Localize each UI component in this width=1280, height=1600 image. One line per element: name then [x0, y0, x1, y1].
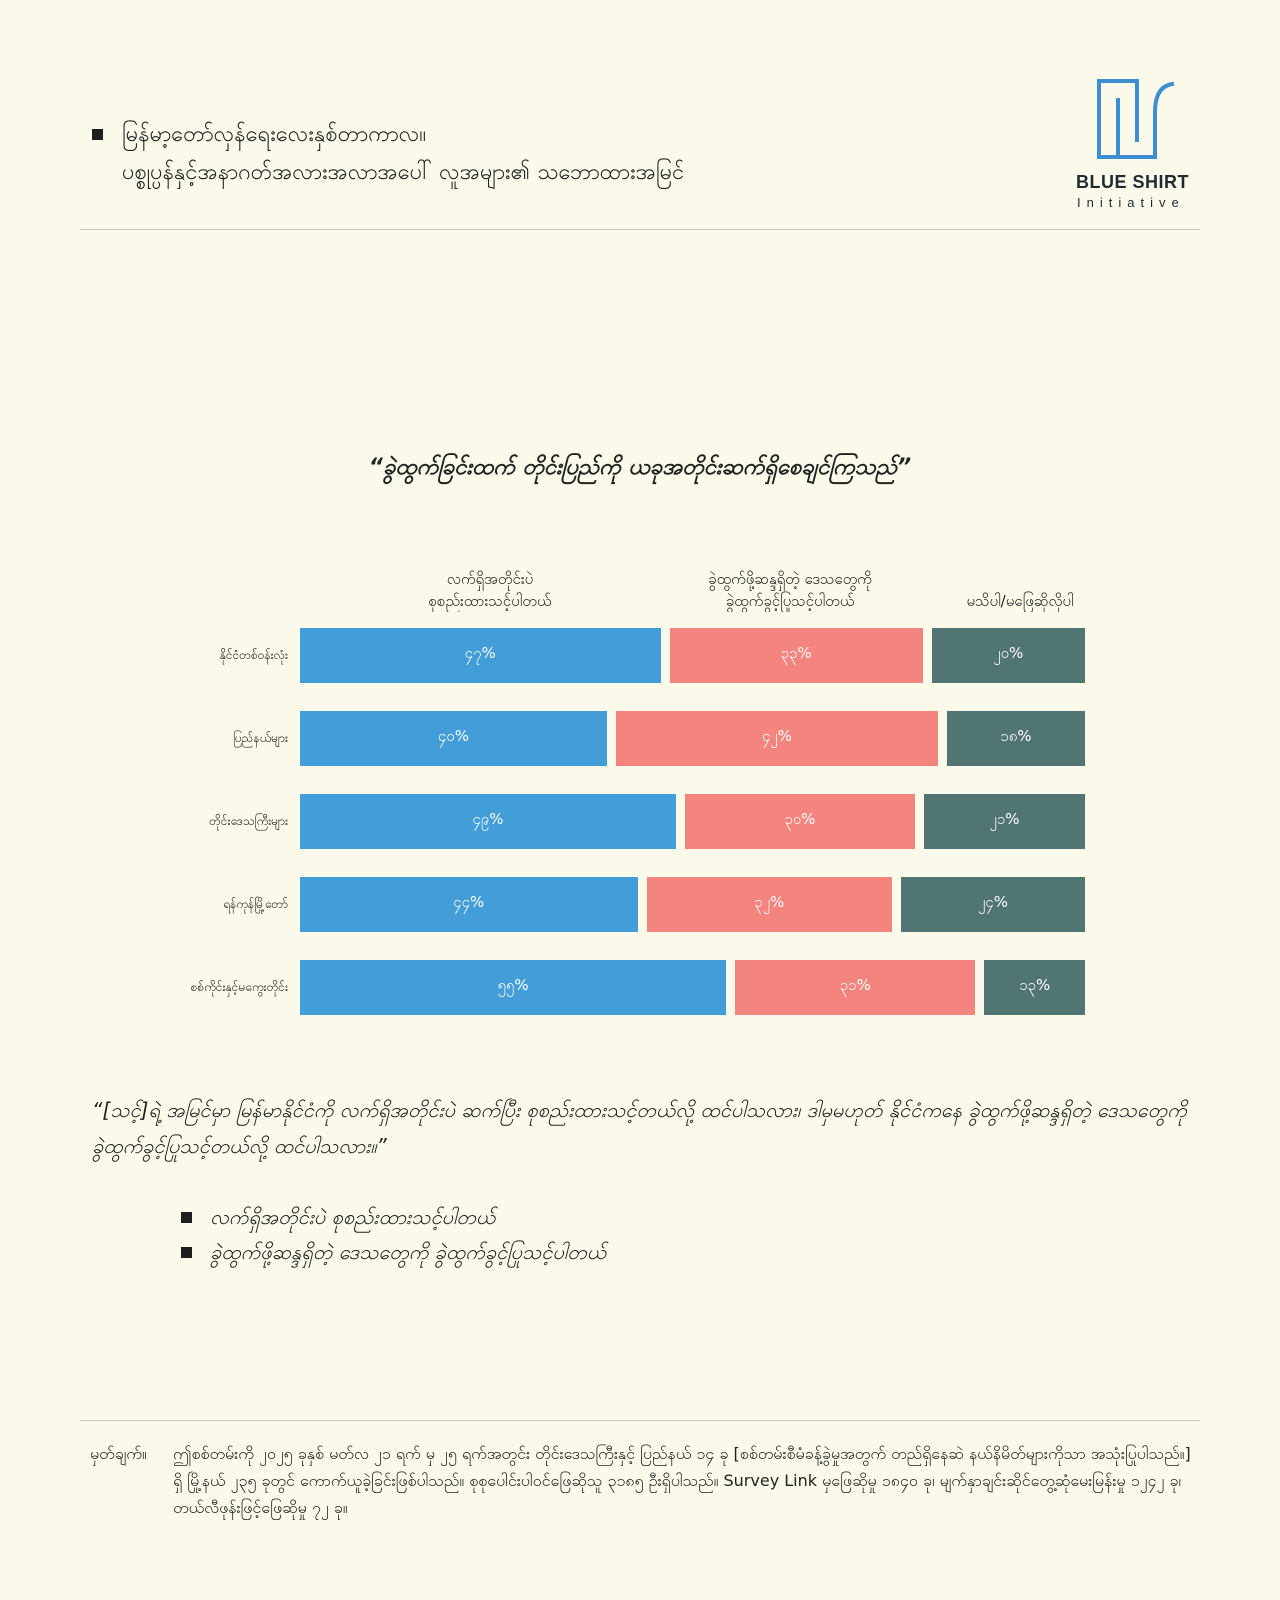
answer-option: ခွဲထွက်ဖို့ဆန္ဒရှိတဲ့ ဒေသတွေကို ခွဲထွက်ခွင့်ပြုသင့်ပါတယ်	[210, 1240, 607, 1264]
bar-value-label: ၁၈%	[1000, 727, 1032, 745]
bar-value-label: ၃၃%	[780, 644, 812, 662]
note-label: မှတ်ချက်။	[90, 1444, 147, 1463]
blue-shirt-logo-icon	[1095, 78, 1175, 162]
header-bullet-icon	[92, 129, 103, 140]
bar-segment	[300, 794, 676, 849]
option-bullet-icon	[181, 1247, 192, 1258]
bar-value-label: ၄၄%	[453, 893, 485, 911]
bar-segment	[300, 960, 726, 1015]
bar-segment	[932, 628, 1085, 683]
bottom-divider	[80, 1420, 1200, 1421]
note-text: ဤစစ်တမ်းကို ၂၀၂၅ ခုနှစ် မတ်လ ၂၁ ရက် မှ ၂၅ ရက်အတွင်း တိုင်းဒေသကြီးနှင့် ပြည်နယ် ၁၄ ခု [စစ်တမ်းစီမံခန့်ခွဲမှုအတွက် တည်ရှိနေဆဲ နယ်နိမိတ်များကိုသာ အသုံးပြုပါသည်။] ရှိ မြို့နယ် ၂၃၅ ခုတွင် ကောက်ယူခဲ့ခြင်းဖြစ်ပါသည်။ စုစုပေါင်းပါဝင်ဖြေဆိုသူ ၃၁၈၅ ဦးရှိပါသည်။ Survey Link မှဖြေဆိုမှု ၁၈၄၀ ခု၊ မျက်နှာချင်းဆိုင်တွေ့ဆုံမေးမြန်းမှု ၁၂၄၂ ခု၊ တယ်လီဖုန်းဖြင့်ဖြေဆိုမှု ၇၂ ခု။	[173, 1444, 1191, 1517]
bar-segment	[300, 877, 638, 932]
logo-name: BLUE SHIRT	[1076, 172, 1189, 192]
logo-subtitle: Initiative	[1077, 195, 1185, 210]
bar-value-label: ၄၂%	[761, 727, 792, 745]
bar-value-label: ၃၀%	[784, 810, 816, 828]
bar-value-label: ၃၂%	[754, 893, 785, 911]
category-label: ပြည်နယ်များ	[232, 731, 288, 745]
category-label: စစ်ကိုင်းနှင့်မကွေးတိုင်း	[190, 980, 288, 994]
logo	[1070, 78, 1200, 218]
bar-segment	[735, 960, 975, 1015]
bar-segment	[670, 628, 923, 683]
bar-value-label: ၂၄%	[977, 893, 1008, 911]
bar-segment	[924, 794, 1085, 849]
bar-value-label: ၄၉%	[472, 810, 504, 828]
category-label: နိုင်ငံတစ်ဝန်းလုံး	[219, 648, 288, 662]
bar-value-label: ၃၁%	[839, 976, 871, 994]
option-bullet-icon	[181, 1212, 192, 1223]
answer-option: လက်ရှိအတိုင်းပဲ စုစည်းထားသင့်ပါတယ်	[210, 1205, 496, 1229]
bar-value-label: ၅၅%	[497, 976, 529, 994]
bar-segment	[901, 877, 1085, 932]
survey-question: “[သင့်]ရဲ့ အမြင်မှာ မြန်မာနိုင်ငံကို လက်ရှိအတိုင်းပဲ ဆက်ပြီး စုစည်းထားသင့်တယ်လို့ ထင်ပါသလား၊ ဒါမှမဟုတ် နိုင်ငံကနေ ခွဲထွက်ဖို့ဆန္ဒရှိတဲ့ ဒေသတွေကို ခွဲထွက်ခွင့်ပြုသင့်တယ်လို့ ထင်ပါသလား။”	[92, 1098, 1187, 1158]
bar-value-label: ၄၀%	[437, 727, 469, 745]
bar-segment	[947, 711, 1085, 766]
bar-value-label: ၄၇%	[464, 644, 496, 662]
bar-segment	[616, 711, 938, 766]
chart-title: “ခွဲထွက်ခြင်းထက် တိုင်းပြည်ကို ယခုအတိုင်းဆက်ရှိစေချင်ကြသည်”	[368, 455, 912, 480]
bar-value-label: ၂၀%	[993, 644, 1024, 662]
bar-segment	[300, 711, 607, 766]
page-title	[122, 116, 1022, 200]
page-title-line-2: ပစ္စုပ္ပန်နှင့်အနာဂတ်အလားအလာအပေါ် လူအများ၏ သဘောထားအမြင်	[122, 160, 685, 185]
bar-value-label: ၂၁%	[989, 810, 1020, 828]
series-header-allow-secession: ခွဲထွက်ဖို့ဆန္ဒရှိတဲ့ ဒေသတွေကို ခွဲထွက်ခွင့်ပြုသင့်ပါတယ်	[708, 570, 872, 610]
series-header-dont-know: မသိပါ/မဖြေဆိုလိုပါ	[966, 592, 1074, 610]
bar-value-label: ၁၃%	[1019, 976, 1051, 994]
page-title-line-1: မြန်မာ့တော်လှန်ရေးလေးနှစ်တာကာလ။	[122, 122, 427, 147]
top-divider	[80, 229, 1200, 230]
category-label: တိုင်းဒေသကြီးများ	[209, 814, 288, 828]
bar-segment	[984, 960, 1085, 1015]
bar-segment	[300, 628, 661, 683]
category-label: ရန်ကုန်မြို့တော်	[223, 897, 288, 911]
bar-segment	[647, 877, 892, 932]
series-header-keep-united: လက်ရှိအတိုင်းပဲ စုစည်းထားသင့်ပါတယ်	[428, 570, 552, 610]
bar-segment	[685, 794, 915, 849]
